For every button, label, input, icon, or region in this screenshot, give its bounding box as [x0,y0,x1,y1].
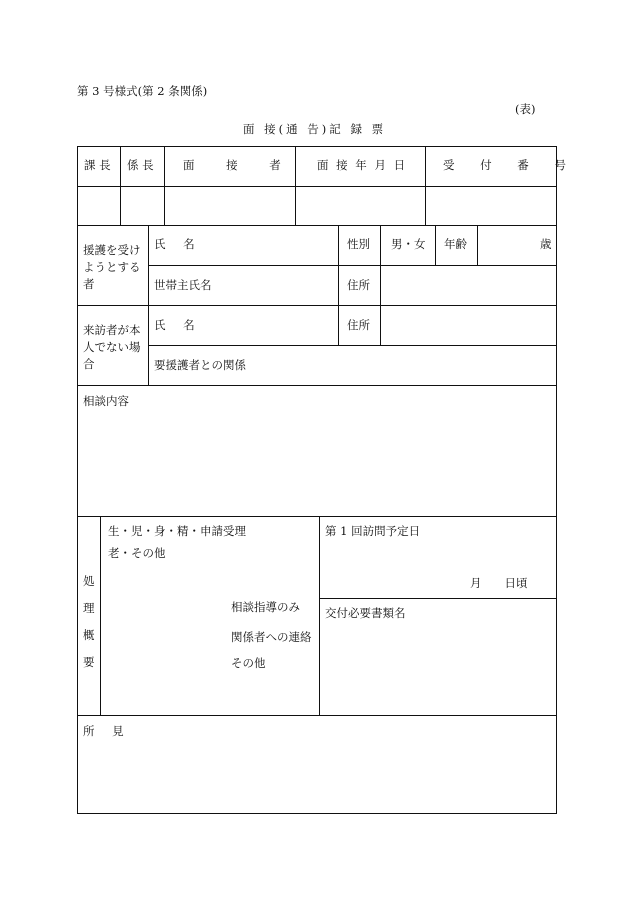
rule-v-name-field [338,225,339,346]
findings-label: 所 見 [83,724,131,738]
rule-consultation-end [77,516,557,517]
visitor-name-field[interactable] [200,306,337,345]
relation-field[interactable] [260,346,556,385]
border-top [77,146,557,147]
rule-v-processing-label [100,516,101,716]
visitor-address-field[interactable] [381,306,556,345]
applicant-address-field[interactable] [381,266,556,305]
findings-field[interactable] [78,742,556,812]
visitor-section-label: 来訪者が本人でない場合 [83,323,141,371]
mensetsu-date-label: 面 接 年 月 日 [317,158,408,172]
processing-options-line2[interactable]: 老・その他 [108,546,166,560]
rule-v-section-label [148,225,149,386]
border-right [556,146,557,814]
applicant-name-label: 氏 名 [154,237,202,251]
rule-visitor-end [77,385,557,386]
sex-label: 性別 [347,237,370,251]
border-bottom [77,813,557,814]
form-number: 第 3 号様式(第 2 条関係) [77,84,208,98]
kacho-stamp-field[interactable] [78,187,120,225]
visitor-name-label: 氏 名 [154,318,202,332]
processing-options-line1[interactable]: 生・児・身・精・申請受理 [108,524,246,538]
front-side-note: (表) [515,102,536,116]
uketsuke-no-label: 受 付 番 号 [443,158,577,172]
visitor-address-label: 住所 [347,318,370,332]
uketsuke-no-field[interactable] [426,187,556,225]
sex-choice[interactable]: 男・女 [391,237,426,251]
documents-label: 交付必要書類名 [325,606,406,620]
mensetsu-date-field[interactable] [296,187,425,225]
first-visit-label: 第 1 回訪問予定日 [325,524,421,538]
age-field[interactable] [478,226,533,265]
consultation-field[interactable] [78,412,556,515]
applicant-address-label: 住所 [347,278,370,292]
age-label: 年齢 [444,237,467,251]
kakaricho-label: 係 長 [127,158,154,172]
processing-label: 処理概要 [83,574,95,669]
form-title: 面 接(通 告)記 録 票 [243,122,387,136]
kacho-label: 課 長 [84,158,111,172]
applicant-name-field[interactable] [200,226,337,265]
mensetsusha-field[interactable] [165,187,295,225]
rule-processing-end [77,715,557,716]
applicant-section-label: 援護を受けようとする者 [83,243,141,291]
consultation-label: 相談内容 [83,394,129,408]
age-unit: 歳 [540,237,552,251]
rule-v-sex-value [435,225,436,266]
guidance-only-option[interactable]: 相談指導のみ [231,600,300,614]
kakaricho-stamp-field[interactable] [121,187,164,225]
relation-label: 要援護者との関係 [154,358,246,372]
visit-date-suffix: 月 日頃 [470,576,528,590]
rule-visit-date-end [319,598,557,599]
other-option[interactable]: その他 [231,656,266,670]
contact-related-option[interactable]: 関係者への連絡 [231,630,312,644]
mensetsusha-label: 面 接 者 [183,158,295,172]
household-head-field[interactable] [220,266,337,305]
household-head-label: 世帯主氏名 [154,278,212,292]
documents-field[interactable] [320,625,556,714]
